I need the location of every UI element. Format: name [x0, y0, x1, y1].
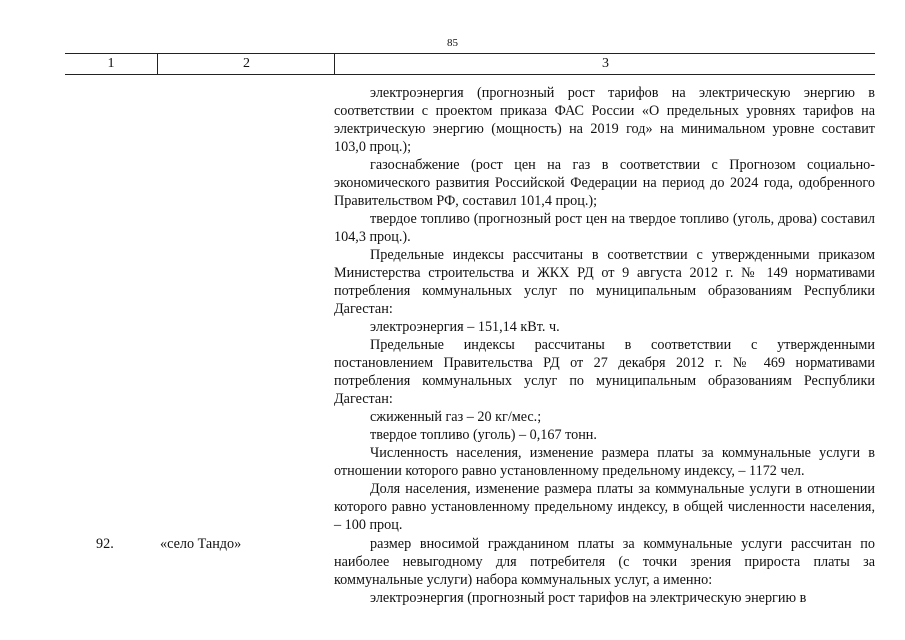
municipality-name: «село Тандо»: [160, 536, 242, 552]
header-col-1: 1: [107, 56, 115, 71]
paragraph: Доля населения, изменение размера платы за коммунальные услуги в отношении которого равно установленному предельному индексу, в общей численности населения, – 100 проц.: [334, 481, 875, 533]
paragraph: Предельные индексы рассчитаны в соответствии с утвержденными постановлением Правительства РД от 27 декабря 2012 г. № 469 нормативами потребления коммунальных услуг по муниципальным образованиям Республики Дагестан:: [334, 337, 875, 407]
row-number: 92.: [96, 536, 114, 552]
continuation-text: [334, 84, 875, 534]
paragraph: твердое топливо (уголь) – 0,167 тонн.: [370, 427, 597, 443]
paragraph: Предельные индексы рассчитаны в соответствии с утвержденными приказом Министерства строительства и ЖКХ РД от 9 августа 2012 г. № 149 нормативами потребления коммунальных услуг по муниципальным образованиям Республики Дагестан:: [334, 247, 875, 317]
paragraph: размер вносимой гражданином платы за коммунальные услуги рассчитан по наиболее невыгодному для потребителя (с точки зрения прироста платы за коммунальные услуги) набора коммунальных услуг, а именно:: [334, 536, 875, 588]
header-col-2: 2: [157, 54, 335, 74]
paragraph: электроэнергия – 151,14 кВт. ч.: [370, 319, 560, 335]
paragraph: Численность населения, изменение размера платы за коммунальные услуги в отношении которого равно установленному предельному индексу, – 1172 чел.: [334, 445, 875, 479]
paragraph: газоснабжение (рост цен на газ в соответствии с Прогнозом социально-экономического развития Российской Федерации на период до 2024 года, одобренного Правительством РФ, составил 101,4 проц.);: [334, 157, 875, 209]
row-text: [334, 535, 875, 607]
paragraph: твердое топливо (прогнозный рост цен на твердое топливо (уголь, дрова) составил 104,3 проц.).: [334, 211, 875, 245]
paragraph: электроэнергия (прогнозный рост тарифов на электрическую энергию в: [370, 590, 807, 606]
page-number: 85: [447, 37, 458, 49]
paragraph: электроэнергия (прогнозный рост тарифов на электрическую энергию в соответствии с проектом приказа ФАС России «О предельных уровнях тарифов на электрическую энергию (мощность) на 2019 год» на минимальном уровне составит 103,0 проц.);: [334, 85, 875, 155]
header-col-3: 3: [334, 54, 876, 74]
table-header: [65, 53, 875, 75]
paragraph: сжиженный газ – 20 кг/мес.;: [370, 409, 542, 425]
